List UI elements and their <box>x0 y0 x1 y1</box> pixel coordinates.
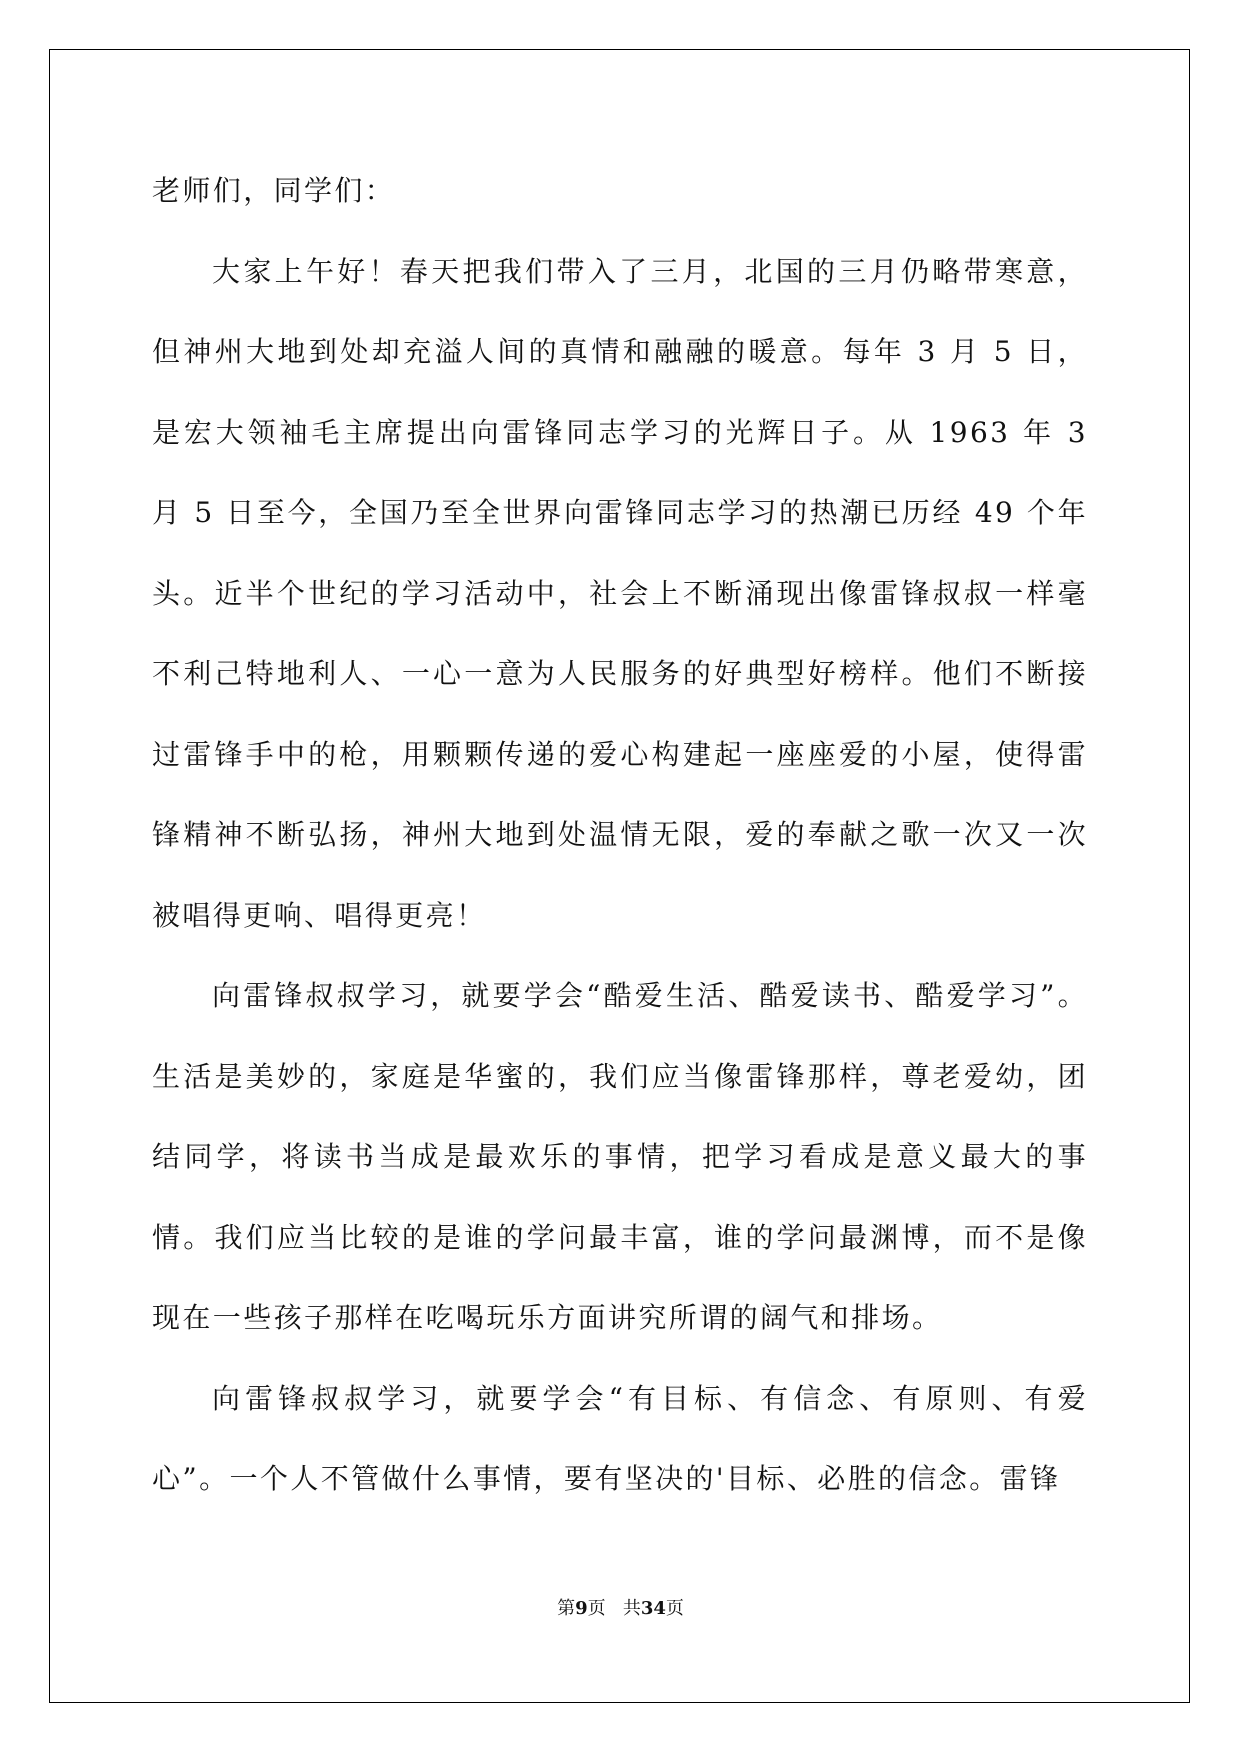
page-prefix: 第 <box>557 1598 576 1619</box>
page-number: 9 <box>575 1598 588 1619</box>
paragraph: 大家上午好！春天把我们带入了三月，北国的三月仍略带寒意，但神州大地到处却充溢人间的真情和融融的暖意。每年 3 月 5 日，是宏大领袖毛主席提出向雷锋同志学习的光辉日子。从 1963 年 3 月 5 日至今，全国乃至全世界向雷锋同志学习的热潮已历经 49 个年头。近半个世纪的学习活动中，社会上不断涌现出像雷锋叔叔一样毫不利己特地利人、一心一意为人民服务的好典型好榜样。他们不断接过雷锋手中的枪，用颗颗传递的爱心构建起一座座爱的小屋，使得雷锋精神不断弘扬，神州大地到处温情无限，爱的奉献之歌一次又一次被唱得更响、唱得更亮！ <box>152 254 1088 932</box>
total-prefix: 共 <box>622 1598 641 1619</box>
paragraph: 向雷锋叔叔学习，就要学会“有目标、有信念、有原则、有爱心”。一个人不管做什么事情，要有坚决的'目标、必胜的信念。雷锋 <box>152 1381 1088 1495</box>
salutation: 老师们，同学们： <box>152 174 396 207</box>
page-footer <box>0 1594 1241 1620</box>
total-suffix: 页 <box>665 1598 684 1619</box>
document-body <box>152 151 1088 1520</box>
page-suffix: 页 <box>587 1598 606 1619</box>
paragraph: 向雷锋叔叔学习，就要学会“酷爱生活、酷爱读书、酷爱学习”。生活是美妙的，家庭是华蜜的，我们应当像雷锋那样，尊老爱幼，团结同学，将读书当成是最欢乐的事情，把学习看成是意义最大的事情。我们应当比较的是谁的学问最丰富，谁的学问最渊博，而不是像现在一些孩子那样在吃喝玩乐方面讲究所谓的阔气和排场。 <box>152 979 1088 1334</box>
total-pages: 34 <box>640 1598 666 1619</box>
